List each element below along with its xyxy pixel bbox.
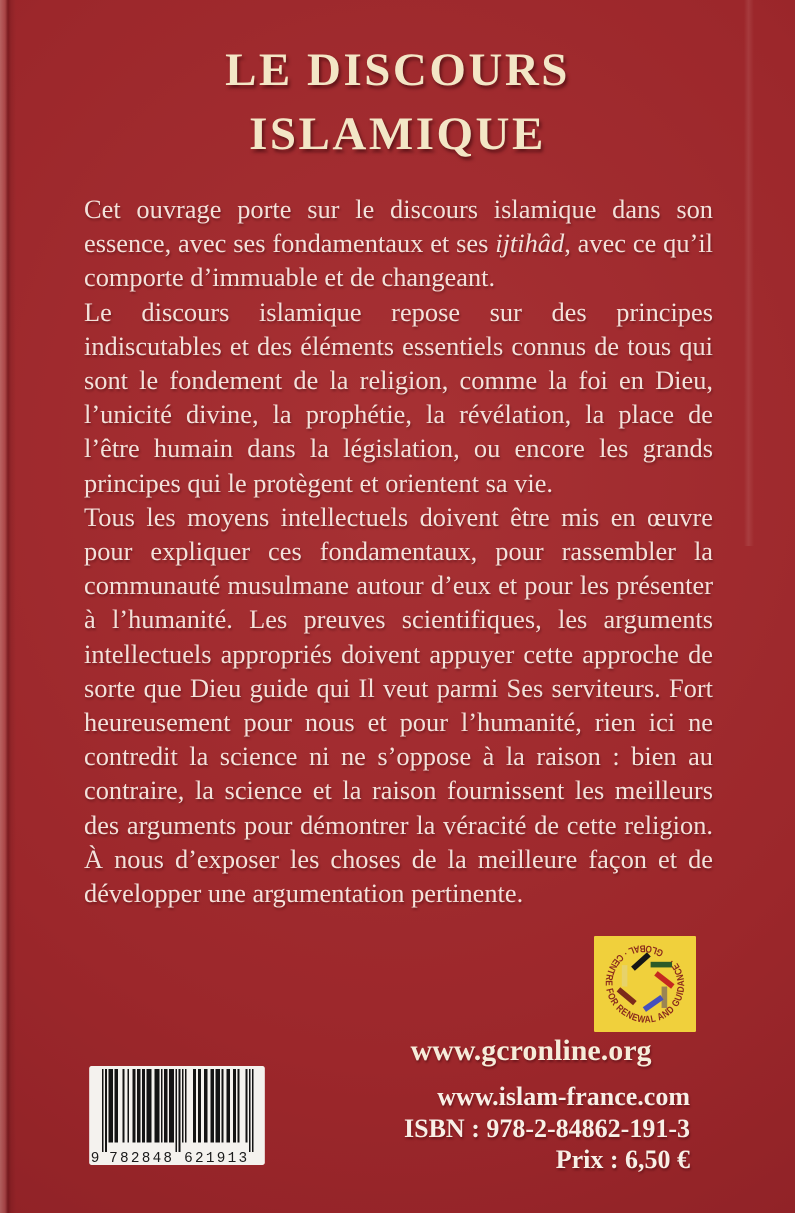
barcode (86, 1066, 268, 1165)
paragraph-1-start: Cet ouvrage porte sur le discours islamique dans son essence, avec ses fondamentaux et ses (84, 194, 713, 259)
price-label: Prix : 6,50 € (555, 1145, 690, 1174)
paragraph-3: Tous les moyens intellectuels doivent être mis en œuvre pour expliquer ces fondamentaux, pour rassembler la communauté musulmane autour d’eux et pour les présenter à l’humanité. Les preuves scientifiques, les arguments intellectuels appropriés doivent appuyer cette approche de sorte que Dieu guide qui Il veut parmi Ses serviteurs. Fort heureusement pour nous et pour l’humanité, rien ici ne contredit la science ni ne s’oppose à la raison : bien au contraire, la science et la raison fournissent les meilleurs des arguments pour démontrer la véracité de cette religion. À nous d’exposer les choses de la meilleure façon et de développer une argumentation pertinente. (84, 501, 713, 909)
book-edge-highlight (0, 0, 16, 1213)
svg-text:8: 8 (163, 1150, 173, 1165)
publisher-website: www.gcronline.org (410, 1034, 652, 1067)
svg-text:7: 7 (109, 1150, 118, 1165)
barcode-svg (86, 1066, 268, 1165)
isbn-label: ISBN : 978-2-84862-191-3 (404, 1113, 690, 1143)
svg-text:4: 4 (152, 1150, 162, 1165)
svg-text:2: 2 (195, 1150, 204, 1165)
svg-text:3: 3 (238, 1150, 248, 1165)
svg-text:1: 1 (227, 1150, 237, 1165)
distributor-website: www.islam-france.com (437, 1082, 690, 1111)
svg-text:8: 8 (141, 1150, 151, 1165)
paragraph-1 (84, 192, 713, 295)
svg-text:9: 9 (90, 1150, 100, 1165)
paragraph-2: Le discours islamique repose sur des principes indiscutables et des éléments essentiels connus de tous qui sont le fondement de la religion, comme la foi en Dieu, l’unicité divine, la prophétie, la révélation, la place de l’être humain dans la législation, ou encore les grands principes qui le protègent et orientent sa vie. (84, 296, 713, 498)
back-cover-description (84, 192, 713, 910)
svg-text:9: 9 (216, 1150, 226, 1165)
svg-text:1: 1 (205, 1150, 215, 1165)
svg-text:8: 8 (119, 1150, 129, 1165)
publication-info (270, 1081, 690, 1176)
paragraph-1-end: , avec ce qu’il comporte d’immuable et de changeant. (84, 228, 714, 293)
title-line-2: ISLAMIQUE (249, 108, 546, 160)
title-line-1: LE DISCOURS (225, 44, 570, 96)
book-title (0, 38, 795, 166)
svg-text:6: 6 (184, 1150, 193, 1165)
logo-circle-text: GLOBAL · CENTRE FOR RENEWAL AND GUIDANCE · (602, 942, 688, 1026)
paragraph-1-italic-term: ijtihâd (495, 228, 565, 259)
svg-text:2: 2 (130, 1150, 140, 1165)
publisher-logo (594, 936, 696, 1032)
